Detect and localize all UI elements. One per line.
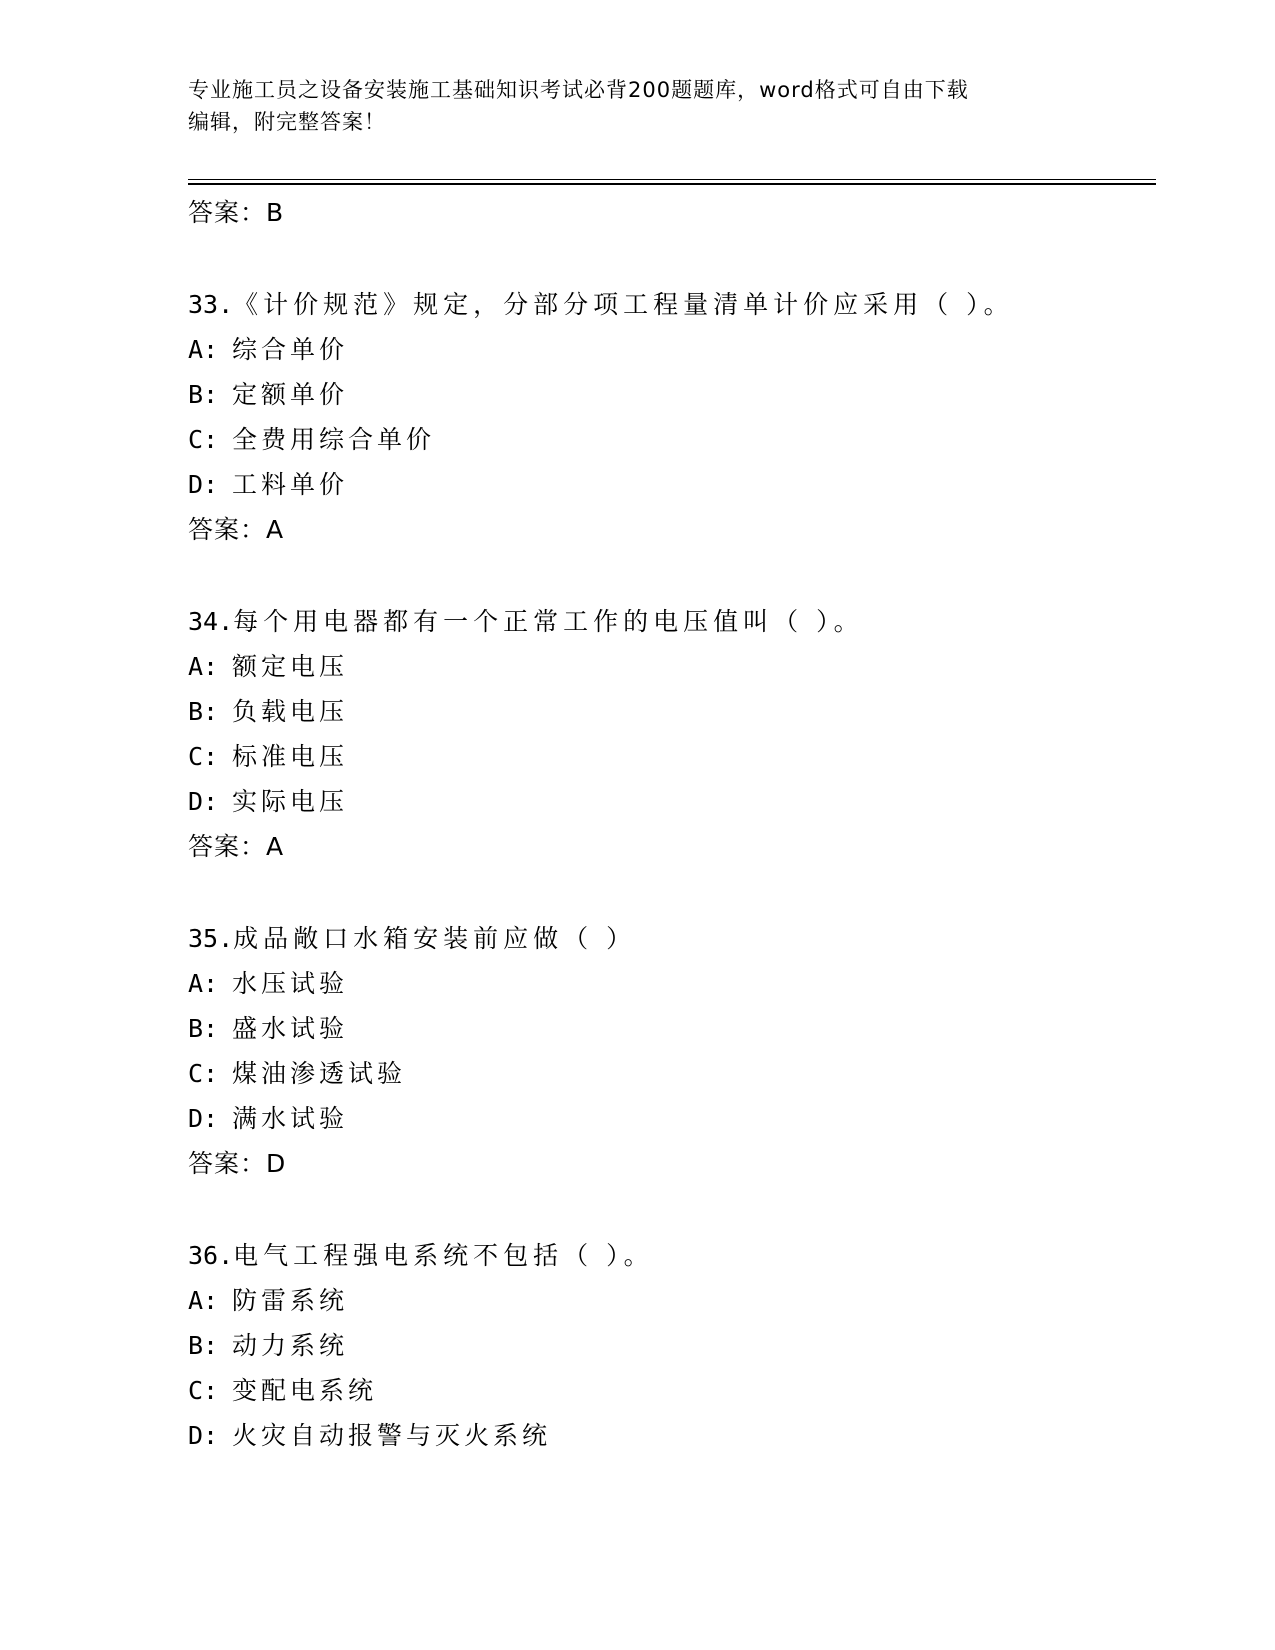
option-key: C: — [188, 742, 219, 771]
header-line-2: 编辑，附完整答案！ — [188, 110, 386, 134]
option-a — [188, 644, 1148, 689]
question-text: 电气工程强电系统不包括（ ）。 — [233, 1241, 654, 1270]
spacer — [188, 235, 1148, 282]
header-divider-thin — [188, 179, 1156, 180]
option-a — [188, 961, 1148, 1006]
option-key: D: — [188, 1104, 219, 1133]
answer-line: 答案：A — [188, 515, 285, 544]
option-b — [188, 1006, 1148, 1051]
option-text: 变配电系统 — [232, 1376, 378, 1405]
option-key: A: — [188, 969, 219, 998]
header-divider-thick — [188, 183, 1156, 185]
option-key: B: — [188, 380, 219, 409]
option-b — [188, 689, 1148, 734]
option-text: 定额单价 — [232, 380, 349, 409]
option-key: B: — [188, 697, 219, 726]
document-header — [188, 74, 1088, 138]
option-text: 火灾自动报警与灭火系统 — [232, 1421, 552, 1450]
option-text: 负载电压 — [232, 697, 349, 726]
option-d — [188, 779, 1148, 824]
spacer — [188, 552, 1148, 599]
question-number: 35. — [188, 924, 234, 953]
spacer — [188, 869, 1148, 916]
option-d — [188, 1413, 1148, 1458]
answer-line: 答案：D — [188, 1149, 287, 1178]
option-key: A: — [188, 1286, 219, 1315]
option-text: 标准电压 — [232, 742, 349, 771]
option-c — [188, 1051, 1148, 1096]
question-number: 34. — [188, 607, 234, 636]
option-c — [188, 417, 1148, 462]
option-text: 防雷系统 — [232, 1286, 349, 1315]
header-line-1: 专业施工员之设备安装施工基础知识考试必背200题题库，word格式可自由下载 — [188, 78, 969, 102]
option-c — [188, 1368, 1148, 1413]
option-d — [188, 462, 1148, 507]
option-key: C: — [188, 1376, 219, 1405]
answer-line: 答案：B — [188, 198, 285, 227]
option-text: 全费用综合单价 — [232, 425, 436, 454]
option-text: 水压试验 — [232, 969, 349, 998]
option-key: D: — [188, 1421, 219, 1450]
question-stem — [188, 282, 1148, 327]
option-key: C: — [188, 1059, 219, 1088]
option-b — [188, 372, 1148, 417]
option-text: 综合单价 — [232, 335, 349, 364]
option-text: 额定电压 — [232, 652, 349, 681]
question-text: 《计价规范》规定，分部分项工程量清单计价应采用（ ）。 — [233, 290, 1014, 319]
question-number: 33. — [188, 290, 234, 319]
option-text: 煤油渗透试验 — [232, 1059, 407, 1088]
option-text: 实际电压 — [232, 787, 349, 816]
question-text: 成品敞口水箱安装前应做（ ） — [233, 924, 637, 953]
option-c — [188, 734, 1148, 779]
question-stem — [188, 916, 1148, 961]
option-text: 工料单价 — [232, 470, 349, 499]
option-key: A: — [188, 335, 219, 364]
option-a — [188, 1278, 1148, 1323]
option-key: B: — [188, 1014, 219, 1043]
option-key: D: — [188, 470, 219, 499]
option-a — [188, 327, 1148, 372]
option-b — [188, 1323, 1148, 1368]
option-text: 盛水试验 — [232, 1014, 349, 1043]
question-number: 36. — [188, 1241, 234, 1270]
question-stem — [188, 599, 1148, 644]
answer-line: 答案：A — [188, 832, 285, 861]
spacer — [188, 1186, 1148, 1233]
option-key: B: — [188, 1331, 219, 1360]
option-text: 满水试验 — [232, 1104, 349, 1133]
option-key: D: — [188, 787, 219, 816]
option-key: A: — [188, 652, 219, 681]
question-stem — [188, 1233, 1148, 1278]
question-text: 每个用电器都有一个正常工作的电压值叫（ ）。 — [233, 607, 864, 636]
question-list — [188, 190, 1148, 1458]
option-d — [188, 1096, 1148, 1141]
option-text: 动力系统 — [232, 1331, 349, 1360]
option-key: C: — [188, 425, 219, 454]
